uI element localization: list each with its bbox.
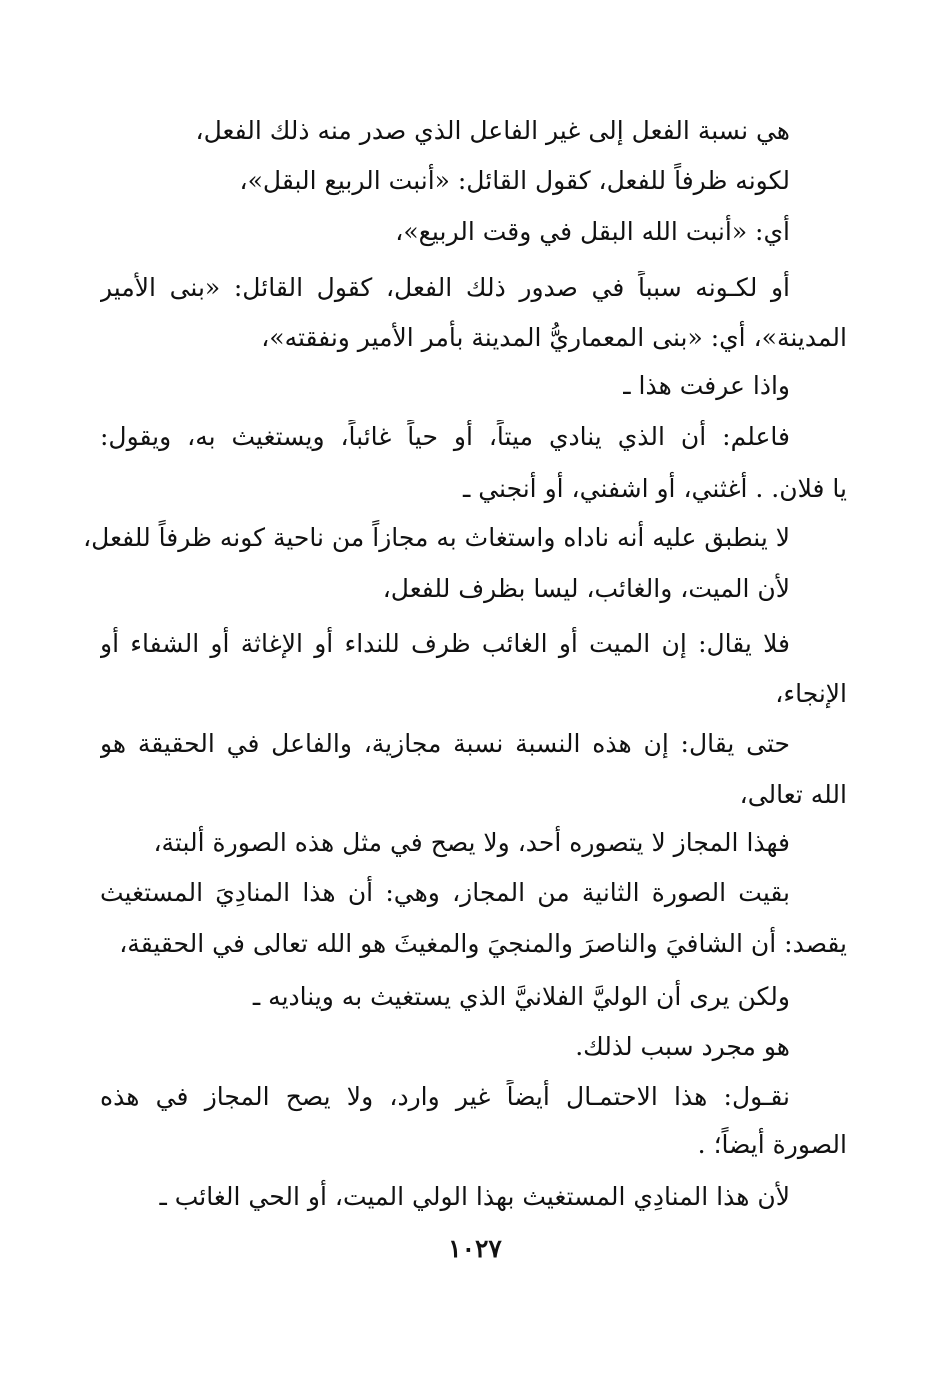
text-line-19: هو مجرد سبب لذلك.	[575, 1032, 790, 1061]
text-line-2: لكونه ظرفاً للفعل، كقول القائل: «أنبت الربيع البقل»،	[239, 166, 790, 195]
text-line-11: فلا يقال: إن الميت أو الغائب ظرف للنداء أو الإغاثة أو الشفاء أو	[100, 629, 790, 658]
text-line-12: الإنجاء،	[775, 679, 847, 708]
text-line-9: لا ينطبق عليه أنه ناداه واستغاث به مجازاً من ناحية كونه ظرفاً للفعل،	[83, 523, 790, 552]
text-line-6: واذا عرفت هذا ـ	[623, 371, 790, 400]
text-line-13: حتى يقال: إن هذه النسبة نسبة مجازية، والفاعل في الحقيقة هو	[100, 729, 790, 758]
text-line-14: الله تعالى،	[739, 780, 847, 809]
text-line-5: المدينة»، أي: «بنى المعماريُّ المدينة بأمر الأمير ونفقته»،	[261, 323, 847, 352]
text-line-22: لأن هذا المنادِي المستغيث بهذا الولي الميت، أو الحي الغائب ـ	[159, 1182, 790, 1211]
text-line-17: يقصد: أن الشافيَ والناصرَ والمنجيَ والمغيثَ هو الله تعالى في الحقيقة،	[119, 929, 847, 958]
text-line-21: الصورة أيضاً؛ .	[697, 1130, 847, 1159]
page-number: ١٠٢٧	[448, 1234, 502, 1263]
text-line-20: نقـول: هذا الاحتمـال أيضاً غير وارد، ولا يصح المجاز في هذه	[100, 1082, 790, 1111]
text-line-4: أو لكـونه سبباً في صدور ذلك الفعل، كقول القائل: «بنى الأمير	[100, 273, 790, 302]
text-line-8: يا فلان. . أغثني، أو اشفني، أو أنجني ـ	[462, 474, 847, 503]
text-line-15: فهذا المجاز لا يتصوره أحد، ولا يصح في مثل هذه الصورة ألبتة،	[153, 828, 790, 857]
text-line-7: فاعلم: أن الذي ينادي ميتاً، أو حياً غائباً، ويستغيث به، ويقول:	[100, 422, 790, 451]
text-line-18: ولكن يرى أن الوليَّ الفلانيَّ الذي يستغيث به ويناديه ـ	[252, 982, 790, 1011]
text-line-1: هي نسبة الفعل إلى غير الفاعل الذي صدر منه ذلك الفعل،	[195, 116, 790, 145]
text-line-10: لأن الميت، والغائب، ليسا بظرف للفعل،	[382, 574, 790, 603]
text-line-3: أي: «أنبت الله البقل في وقت الربيع»،	[395, 217, 790, 246]
text-line-16: بقيت الصورة الثانية من المجاز، وهي: أن هذا المنادِيَ المستغيث	[100, 878, 790, 907]
